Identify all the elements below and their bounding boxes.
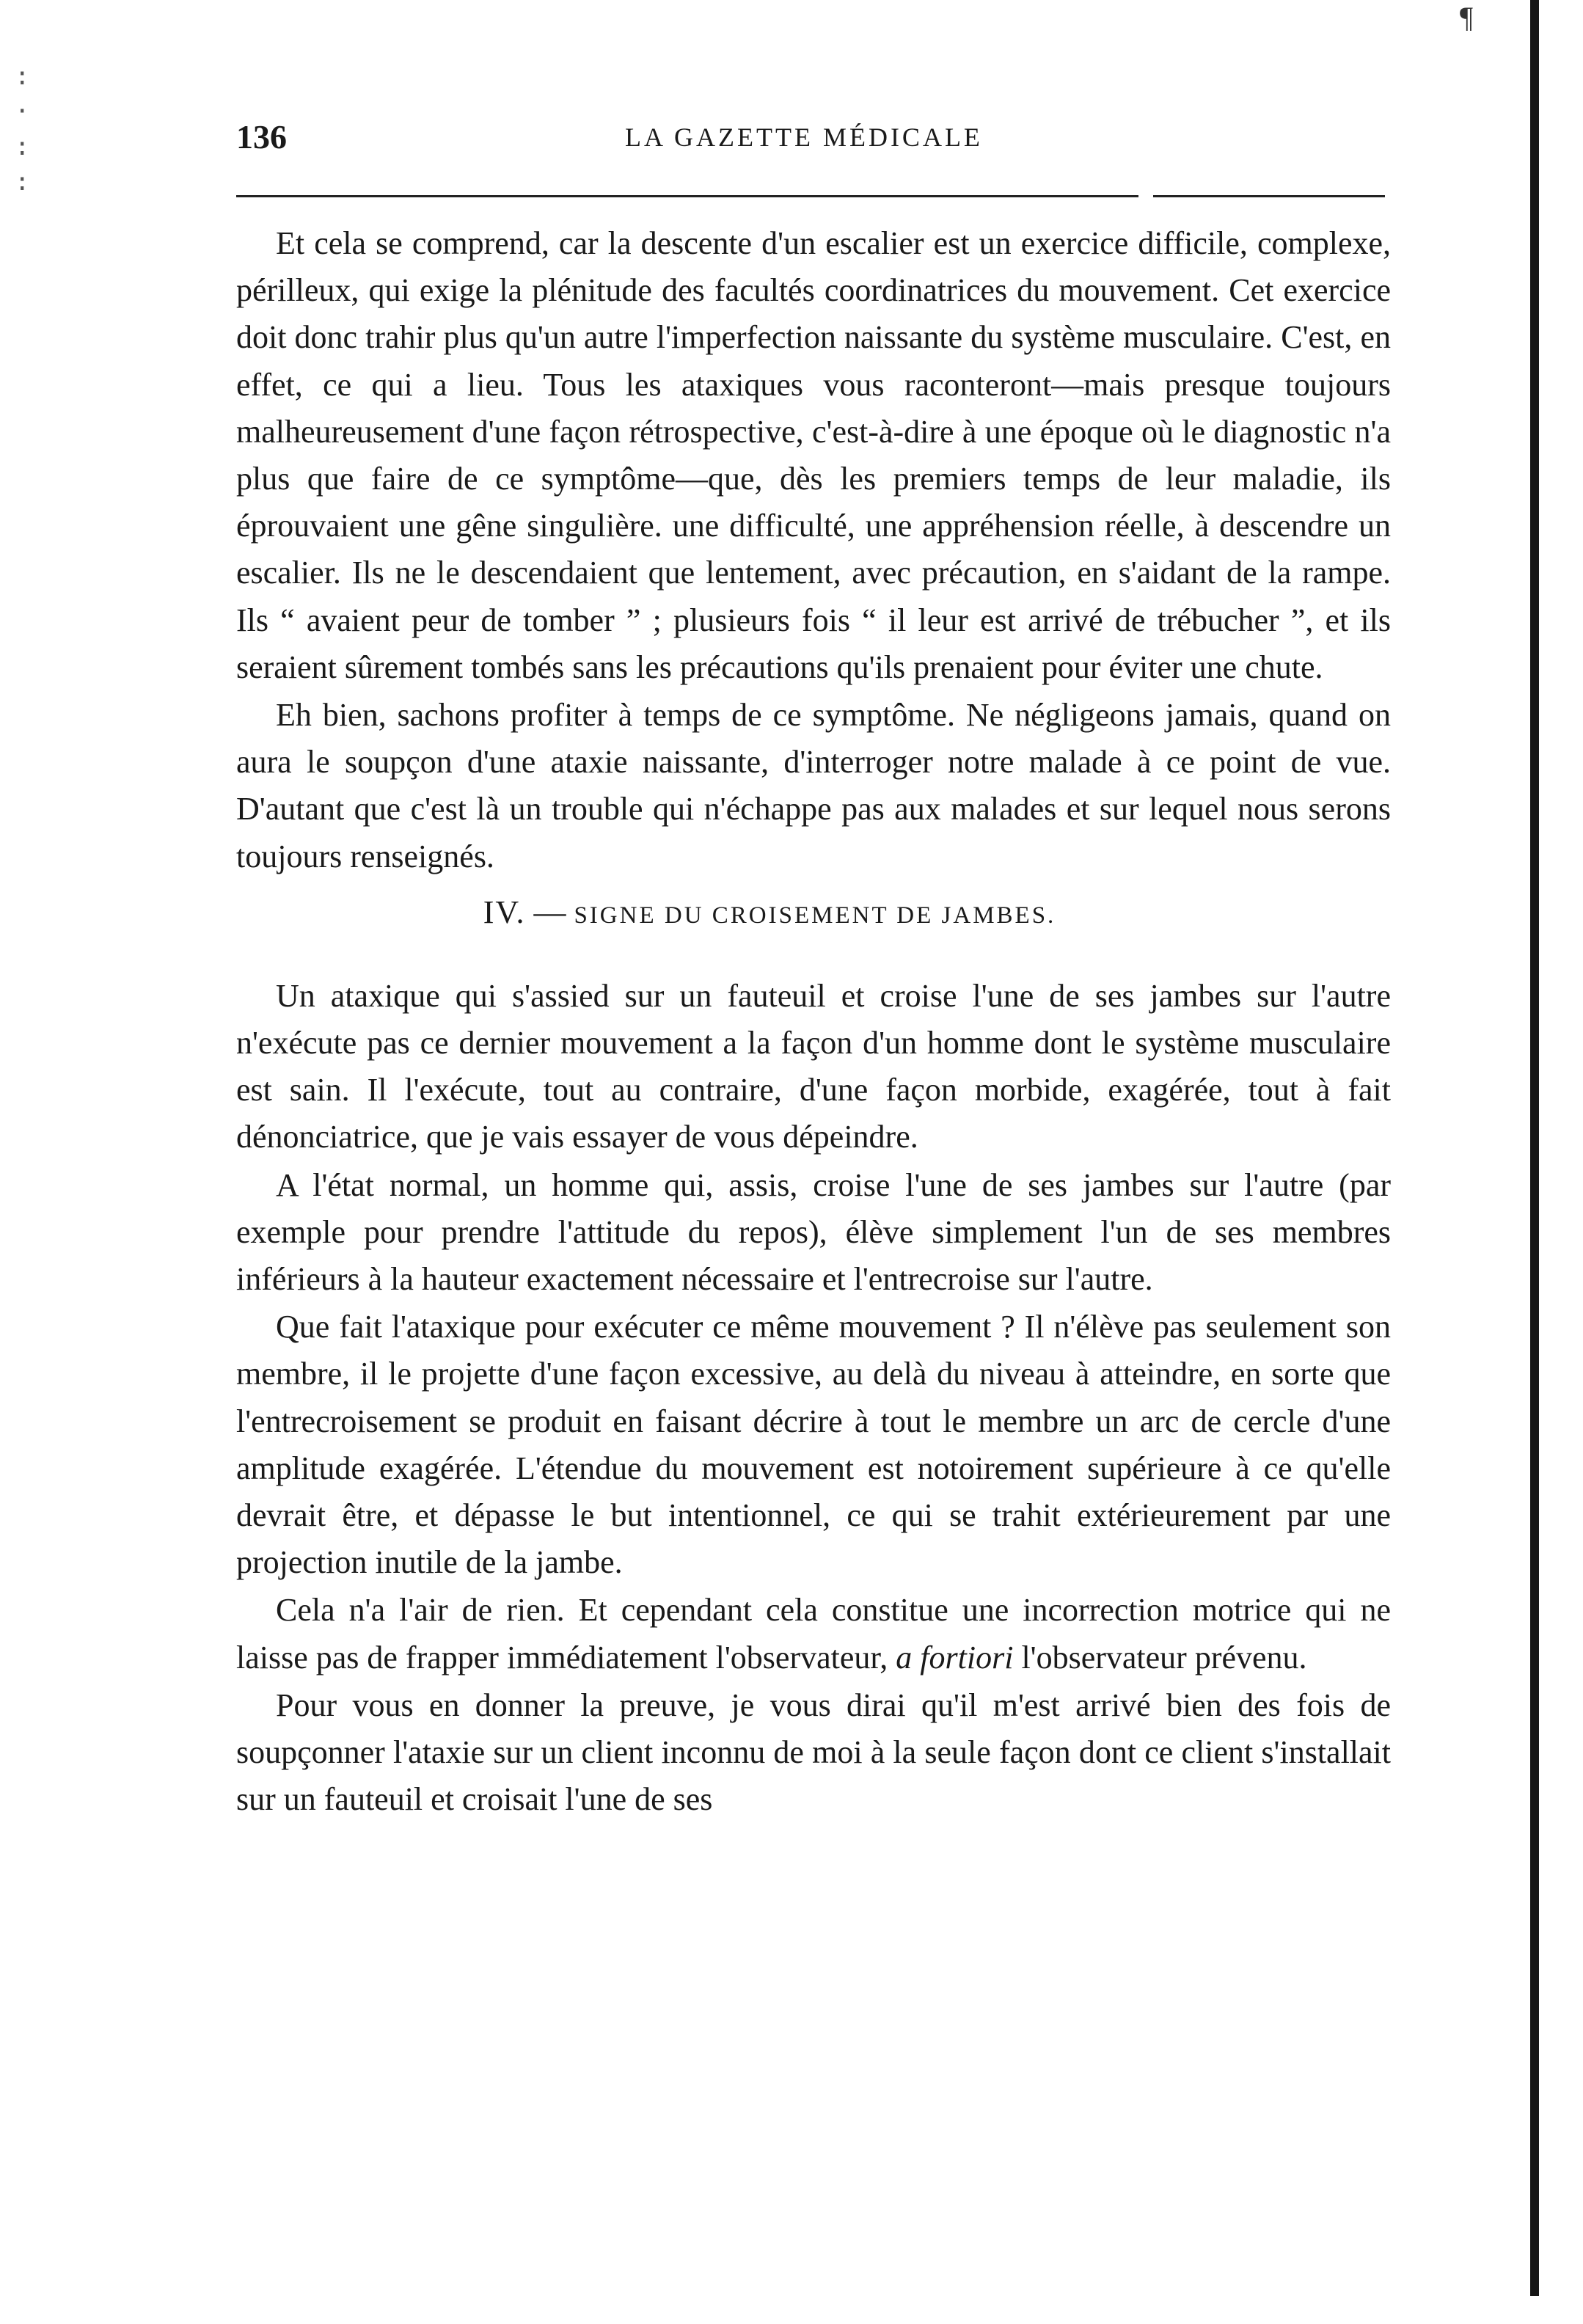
paragraph: Pour vous en donner la preuve, je vous dirai qu'il m'est arrivé bien des fois de soupçonner l'ataxie sur un client inconnu de moi à la seule façon dont ce client s'installait sur un fauteuil et croisait l'une de ses <box>236 1687 1391 1818</box>
section-title: SIGNE DU CROISEMENT DE JAMBES. <box>574 902 1056 929</box>
running-title: LA GAZETTE MÉDICALE <box>625 123 983 152</box>
header-rule-right <box>1153 195 1385 197</box>
page-header <box>236 117 1381 161</box>
paragraph: Un ataxique qui s'assied sur un fauteuil et croise l'une de ses jambes sur l'autre n'exécute pas ce dernier mouvement a la façon d'un homme dont le système musculaire est sain. Il l'exécute, tout au contraire, d'une façon morbide, exagérée, tout à fait dénonciatrice, que je vais essayer de vous dépeindre. <box>236 977 1391 1155</box>
section-dash: — <box>533 894 566 930</box>
page-binding-edge <box>1530 0 1539 2296</box>
article-body <box>236 220 1391 1824</box>
page-number: 136 <box>236 118 287 156</box>
paragraph: Que fait l'ataxique pour exécuter ce même mouvement ? Il n'élève pas seulement son membre, il le projette d'une façon excessive, au delà du niveau à atteindre, en sorte que l'entrecroisement se produit en faisant décrire à tout le membre un arc de cercle d'une amplitude exagérée. L'étendue du mouvement est notoirement supérieure à ce qu'elle devrait être, et dépasse le but intentionnel, ce qui se trahit extérieurement par une projection inutile de la jambe. <box>236 1309 1391 1581</box>
paragraph-text: l'observateur prévenu. <box>1013 1639 1307 1676</box>
paragraph-text: Cela n'a l'air de rien. Et cependant cela constitue une incorrection motrice qui ne laisse pas de frapper immédiatement l'observateur, <box>236 1592 1391 1676</box>
paragraph <box>236 1587 1391 1681</box>
section-numeral: IV. <box>483 894 526 930</box>
section-heading <box>236 889 1391 939</box>
paragraph: Eh bien, sachons profiter à temps de ce symptôme. Ne négligeons jamais, quand on aura le soupçon d'une ataxie naissante, d'interroger notre malade à ce point de vue. D'autant que c'est là un trouble qui n'échappe pas aux malades et sur lequel nous serons toujours renseignés. <box>236 697 1391 874</box>
latin-phrase: a fortiori <box>896 1639 1014 1676</box>
paragraph: A l'état normal, un homme qui, assis, croise l'une de ses jambes sur l'autre (par exemple pour prendre l'attitude du repos), élève simplement l'un de ses membres inférieurs à la hauteur exactement nécessaire et l'entrecroise sur l'autre. <box>236 1166 1391 1298</box>
corner-ink-mark: ¶ <box>1460 1 1474 34</box>
margin-ink-specks: : · : : <box>15 62 30 197</box>
header-rule-left <box>236 195 1138 197</box>
paragraph: Et cela se comprend, car la descente d'un escalier est un exercice difficile, complexe, périlleux, qui exige la plénitude des facultés coordinatrices du mouvement. Cet exercice doit donc trahir plus qu'un autre l'imperfection naissante du système musculaire. C'est, en effet, ce qui a lieu. Tous les ataxiques vous raconteront—mais presque toujours malheureusement d'une façon rétrospective, c'est-à-dire à une époque où le diagnostic n'a plus que faire de ce symptôme—que, dès les premiers temps de leur maladie, ils éprouvaient une gêne singulière. une difficulté, une appréhension réelle, à descendre un escalier. Ils ne le descendaient que lentement, avec précaution, en s'aidant de la rampe. Ils “ avaient peur de tomber ” ; plusieurs fois “ il leur est arrivé de trébucher ”, et ils seraient sûrement tombés sans les précautions qu'ils prenaient pour éviter une chute. <box>236 225 1391 685</box>
